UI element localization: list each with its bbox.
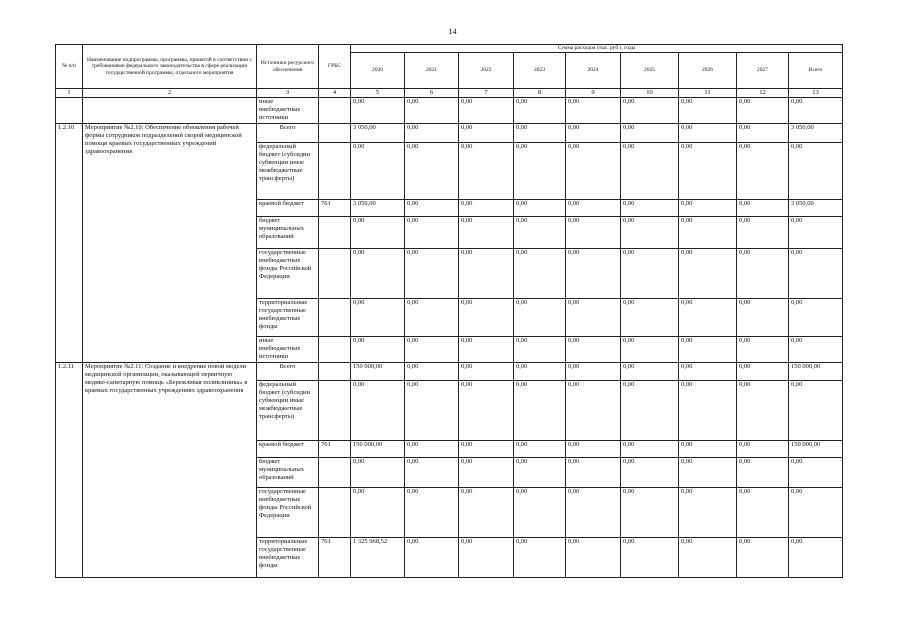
- year-value-cell: 0,00: [514, 363, 566, 381]
- header-year-2023: 2023: [514, 53, 566, 89]
- funding-source-cell: бюджет муниципальных образований: [257, 217, 319, 249]
- year-value-cell: 0,00: [621, 488, 679, 538]
- funding-source-cell: федеральный бюджет (субсидии субвенции иные межбюджетные трансферты): [257, 143, 319, 200]
- year-value-cell: 0,00: [679, 143, 737, 200]
- table-row: [56, 98, 843, 124]
- column-number: 9: [566, 89, 621, 98]
- year-value-cell: 0,00: [459, 98, 514, 124]
- year-value-cell: 0,00: [621, 337, 679, 363]
- year-value-cell: 0,00: [679, 200, 737, 217]
- funding-source-cell: территориальные государственные внебюджетные фонды: [257, 299, 319, 337]
- table-row: [56, 124, 843, 143]
- year-value-cell: 0,00: [405, 200, 459, 217]
- funding-source-cell: краевой бюджет: [257, 441, 319, 458]
- row-number-cell: 1.2.11: [56, 363, 83, 578]
- funding-source-cell: государственные внебюджетные фонды Российской Федерации: [257, 488, 319, 538]
- total-value-cell: 0,00: [789, 143, 843, 200]
- year-value-cell: 0,00: [514, 217, 566, 249]
- year-value-cell: 0,00: [405, 538, 459, 578]
- grbs-cell: [319, 363, 351, 381]
- year-value-cell: 1 325 968,52: [351, 538, 405, 578]
- year-value-cell: 0,00: [459, 458, 514, 488]
- year-value-cell: 0,00: [351, 249, 405, 299]
- year-value-cell: 0,00: [679, 98, 737, 124]
- year-value-cell: 0,00: [514, 441, 566, 458]
- year-value-cell: 0,00: [679, 458, 737, 488]
- year-value-cell: 0,00: [405, 98, 459, 124]
- year-value-cell: 0,00: [566, 124, 621, 143]
- year-value-cell: 0,00: [621, 538, 679, 578]
- year-value-cell: 0,00: [566, 538, 621, 578]
- year-value-cell: 0,00: [566, 381, 621, 441]
- column-number: 6: [405, 89, 459, 98]
- year-value-cell: 0,00: [514, 538, 566, 578]
- funding-source-cell: Всего: [257, 363, 319, 381]
- funding-source-cell: Всего: [257, 124, 319, 143]
- year-value-cell: 0,00: [737, 217, 789, 249]
- year-value-cell: 0,00: [514, 143, 566, 200]
- year-value-cell: 0,00: [514, 458, 566, 488]
- header-sum-group: Сумма расходов (тыс. руб.), годы: [351, 45, 843, 53]
- year-value-cell: 0,00: [405, 217, 459, 249]
- header-year-2025: 2025: [621, 53, 679, 89]
- year-value-cell: 0,00: [351, 217, 405, 249]
- year-value-cell: 0,00: [459, 381, 514, 441]
- year-value-cell: 0,00: [351, 458, 405, 488]
- column-number: 8: [514, 89, 566, 98]
- header-year-2020: 2020: [351, 53, 405, 89]
- grbs-cell: [319, 124, 351, 143]
- year-value-cell: 0,00: [459, 538, 514, 578]
- header-col-name: Наименование подпрограммы, программы, принятой в соответствии с требованиями федерального законодательства в сфере реализации государственной программы, отдельного мероприятия: [83, 45, 257, 89]
- year-value-cell: 0,00: [566, 249, 621, 299]
- year-value-cell: 0,00: [514, 299, 566, 337]
- year-value-cell: 0,00: [514, 337, 566, 363]
- year-value-cell: 0,00: [459, 217, 514, 249]
- year-value-cell: 0,00: [351, 299, 405, 337]
- year-value-cell: 0,00: [679, 363, 737, 381]
- year-value-cell: 0,00: [405, 488, 459, 538]
- year-value-cell: 0,00: [405, 143, 459, 200]
- year-value-cell: 0,00: [405, 363, 459, 381]
- year-value-cell: 0,00: [737, 299, 789, 337]
- measure-name-cell: [83, 98, 257, 124]
- total-value-cell: 3 050,00: [789, 124, 843, 143]
- year-value-cell: 0,00: [405, 249, 459, 299]
- grbs-cell: 761: [319, 538, 351, 578]
- total-value-cell: 0,00: [789, 299, 843, 337]
- year-value-cell: 0,00: [566, 217, 621, 249]
- measure-name-cell: Мероприятие №2.10: Обеспечение обновления рабочей формы сотрудников подразделений скорой медицинской помощи краевых государственных учреждений здравоохранения: [83, 124, 257, 363]
- year-value-cell: 0,00: [566, 363, 621, 381]
- total-value-cell: 0,00: [789, 381, 843, 441]
- column-number: 4: [319, 89, 351, 98]
- funding-source-cell: федеральный бюджет (субсидии субвенции иные межбюджетные трансферты): [257, 381, 319, 441]
- table-body: [56, 98, 843, 578]
- year-value-cell: 0,00: [679, 249, 737, 299]
- year-value-cell: 0,00: [514, 381, 566, 441]
- year-value-cell: 0,00: [566, 143, 621, 200]
- year-value-cell: 0,00: [459, 299, 514, 337]
- year-value-cell: 0,00: [737, 381, 789, 441]
- year-value-cell: 0,00: [351, 488, 405, 538]
- column-number: 11: [679, 89, 737, 98]
- header-year-2021: 2021: [405, 53, 459, 89]
- grbs-cell: 761: [319, 441, 351, 458]
- funding-source-cell: иные внебюджетные источники: [257, 337, 319, 363]
- year-value-cell: 0,00: [459, 337, 514, 363]
- header-year-2024: 2024: [566, 53, 621, 89]
- total-value-cell: 0,00: [789, 98, 843, 124]
- year-value-cell: 0,00: [737, 538, 789, 578]
- row-number-cell: 1.2.10: [56, 124, 83, 363]
- total-value-cell: 150 000,00: [789, 363, 843, 381]
- funding-source-cell: территориальные государственные внебюджетные фонды: [257, 538, 319, 578]
- column-number: 2: [83, 89, 257, 98]
- total-value-cell: 0,00: [789, 458, 843, 488]
- year-value-cell: 0,00: [566, 488, 621, 538]
- column-number: 3: [257, 89, 319, 98]
- year-value-cell: 0,00: [351, 381, 405, 441]
- year-value-cell: 0,00: [679, 538, 737, 578]
- year-value-cell: 0,00: [405, 381, 459, 441]
- grbs-cell: [319, 217, 351, 249]
- year-value-cell: 0,00: [679, 441, 737, 458]
- year-value-cell: 0,00: [621, 249, 679, 299]
- year-value-cell: 0,00: [405, 299, 459, 337]
- year-value-cell: 0,00: [679, 337, 737, 363]
- column-number: 7: [459, 89, 514, 98]
- year-value-cell: 0,00: [459, 143, 514, 200]
- funding-source-cell: бюджет муниципальных образований: [257, 458, 319, 488]
- header-col-num: № п/п: [56, 45, 83, 89]
- year-value-cell: 3 050,00: [351, 124, 405, 143]
- funding-source-cell: иные внебюджетные источники: [257, 98, 319, 124]
- total-value-cell: 150 000,00: [789, 441, 843, 458]
- measure-name-cell: Мероприятие №2.11: Создание и внедрение новой модели медицинской организации, оказывающей первичную медико-санитарную помощь «Бережливая поликлиника» в краевых государственных учреждениях здравоохранения: [83, 363, 257, 578]
- grbs-cell: [319, 143, 351, 200]
- year-value-cell: 0,00: [405, 337, 459, 363]
- year-value-cell: 0,00: [737, 441, 789, 458]
- year-value-cell: 0,00: [566, 441, 621, 458]
- year-value-cell: 0,00: [459, 488, 514, 538]
- total-value-cell: 0,00: [789, 488, 843, 538]
- year-value-cell: 0,00: [405, 441, 459, 458]
- year-value-cell: 150 000,00: [351, 363, 405, 381]
- year-value-cell: 0,00: [737, 249, 789, 299]
- year-value-cell: 0,00: [621, 143, 679, 200]
- grbs-cell: [319, 337, 351, 363]
- year-value-cell: 0,00: [459, 124, 514, 143]
- year-value-cell: 0,00: [737, 200, 789, 217]
- year-value-cell: 0,00: [621, 124, 679, 143]
- year-value-cell: 0,00: [679, 299, 737, 337]
- column-number: 12: [737, 89, 789, 98]
- column-number-row: [56, 89, 843, 98]
- year-value-cell: 0,00: [621, 441, 679, 458]
- year-value-cell: 0,00: [737, 143, 789, 200]
- year-value-cell: 0,00: [737, 363, 789, 381]
- year-value-cell: 0,00: [459, 200, 514, 217]
- total-value-cell: 3 050,00: [789, 200, 843, 217]
- column-number: 10: [621, 89, 679, 98]
- grbs-cell: 761: [319, 200, 351, 217]
- header-year-2022: 2022: [459, 53, 514, 89]
- year-value-cell: 0,00: [679, 217, 737, 249]
- page-number: 14: [448, 27, 457, 36]
- header-total: Всего: [789, 53, 843, 89]
- year-value-cell: 0,00: [459, 249, 514, 299]
- funding-source-cell: краевой бюджет: [257, 200, 319, 217]
- table-row: [56, 363, 843, 381]
- column-number: 13: [789, 89, 843, 98]
- column-number: 5: [351, 89, 405, 98]
- budget-table: [55, 44, 843, 578]
- year-value-cell: 0,00: [566, 458, 621, 488]
- year-value-cell: 0,00: [351, 98, 405, 124]
- year-value-cell: 0,00: [737, 124, 789, 143]
- year-value-cell: 0,00: [621, 217, 679, 249]
- grbs-cell: [319, 98, 351, 124]
- year-value-cell: 0,00: [351, 143, 405, 200]
- year-value-cell: 0,00: [679, 124, 737, 143]
- funding-source-cell: государственные внебюджетные фонды Российской Федерации: [257, 249, 319, 299]
- total-value-cell: 0,00: [789, 217, 843, 249]
- grbs-cell: [319, 381, 351, 441]
- year-value-cell: 0,00: [459, 363, 514, 381]
- year-value-cell: 0,00: [405, 458, 459, 488]
- year-value-cell: 0,00: [459, 441, 514, 458]
- grbs-cell: [319, 299, 351, 337]
- column-number: 1: [56, 89, 83, 98]
- row-number-cell: [56, 98, 83, 124]
- year-value-cell: 0,00: [679, 381, 737, 441]
- header-col-grbs: ГРБС: [319, 45, 351, 89]
- year-value-cell: 0,00: [514, 98, 566, 124]
- year-value-cell: 0,00: [621, 363, 679, 381]
- year-value-cell: 0,00: [737, 458, 789, 488]
- grbs-cell: [319, 488, 351, 538]
- year-value-cell: 0,00: [621, 299, 679, 337]
- year-value-cell: 0,00: [621, 98, 679, 124]
- year-value-cell: 0,00: [737, 98, 789, 124]
- year-value-cell: 0,00: [566, 98, 621, 124]
- grbs-cell: [319, 458, 351, 488]
- year-value-cell: 0,00: [514, 124, 566, 143]
- year-value-cell: 0,00: [405, 124, 459, 143]
- year-value-cell: 0,00: [514, 249, 566, 299]
- year-value-cell: 0,00: [621, 458, 679, 488]
- year-value-cell: 0,00: [566, 337, 621, 363]
- year-value-cell: 3 050,00: [351, 200, 405, 217]
- year-value-cell: 0,00: [737, 337, 789, 363]
- header-col-source: Источники ресурсного обеспечения: [257, 45, 319, 89]
- year-value-cell: 0,00: [566, 299, 621, 337]
- year-value-cell: 0,00: [621, 200, 679, 217]
- total-value-cell: 0,00: [789, 249, 843, 299]
- header-year-2027: 2027: [737, 53, 789, 89]
- year-value-cell: 150 000,00: [351, 441, 405, 458]
- year-value-cell: 0,00: [621, 381, 679, 441]
- year-value-cell: 0,00: [737, 488, 789, 538]
- year-value-cell: 0,00: [514, 200, 566, 217]
- grbs-cell: [319, 249, 351, 299]
- year-value-cell: 0,00: [514, 488, 566, 538]
- year-value-cell: 0,00: [351, 337, 405, 363]
- header-year-2026: 2026: [679, 53, 737, 89]
- year-value-cell: 0,00: [679, 488, 737, 538]
- year-value-cell: 0,00: [566, 200, 621, 217]
- total-value-cell: 0,00: [789, 538, 843, 578]
- total-value-cell: 0,00: [789, 337, 843, 363]
